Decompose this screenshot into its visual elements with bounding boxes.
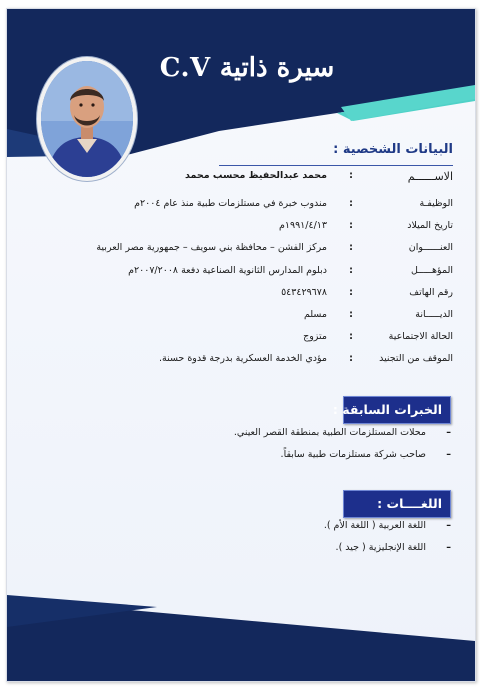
- info-label: الاســــــم: [407, 170, 453, 183]
- info-row-name: [55, 170, 475, 186]
- info-colon: :: [349, 353, 353, 364]
- info-value: دبلوم المدارس الثانوية الصناعية دفعة ٢٠٠٧/٢٠٠٨م: [128, 265, 327, 276]
- info-value: ٥٤٣٤٢٩٦٧٨: [281, 287, 327, 298]
- list-item: [234, 449, 451, 471]
- info-label: الوظيفـة: [419, 198, 453, 209]
- list-item-text: محلات المستلزمات الطبية بمنطقة القصر العيني.: [233, 427, 426, 438]
- info-row-birthdate: [55, 220, 475, 236]
- info-row-job: [55, 198, 475, 214]
- experience-heading: [332, 396, 451, 424]
- info-colon: :: [349, 331, 353, 342]
- list-item: [234, 427, 451, 449]
- info-label: المؤهـــــل: [410, 265, 453, 276]
- info-colon: :: [349, 265, 353, 276]
- list-item-text: اللغة الإنجليزية ( جيد ).: [335, 542, 426, 553]
- experience-list: [234, 427, 451, 471]
- info-value: ١٩٩١/٤/١٣م: [278, 220, 327, 231]
- bullet-dash: –: [446, 449, 451, 460]
- info-row-marital-status: [55, 331, 475, 347]
- info-row-address: [55, 242, 475, 258]
- info-colon: :: [349, 309, 353, 320]
- info-label: الحالة الاجتماعية: [388, 331, 453, 342]
- bullet-dash: –: [446, 520, 451, 531]
- info-label: الديـــــانة: [415, 309, 453, 320]
- info-value: مؤدي الخدمة العسكرية بدرجة قدوة حسنة.: [158, 353, 327, 364]
- info-value: مسلم: [303, 309, 327, 320]
- info-value: محمد عبدالحفيظ محسب محمد: [185, 170, 327, 181]
- list-item: [324, 542, 451, 564]
- languages-heading-label: اللغــــات :: [377, 496, 442, 511]
- experience-heading-label: الخبرات السابقة :: [332, 402, 442, 417]
- info-colon: :: [349, 220, 353, 231]
- info-colon: :: [349, 242, 353, 253]
- list-item-text: صاحب شركة مستلزمات طبية سابقاً.: [280, 449, 426, 460]
- list-item-text: اللغة العربية ( اللغة الأم ).: [323, 520, 426, 531]
- languages-list: [324, 520, 451, 564]
- info-colon: :: [349, 198, 353, 209]
- info-value: متزوج: [303, 331, 327, 342]
- profile-photo: [37, 57, 137, 181]
- info-value: مركز الفشن – محافظة بني سويف – جمهورية مصر العربية: [96, 242, 327, 253]
- cv-page: [6, 8, 476, 682]
- info-row-military-status: [55, 353, 475, 369]
- personal-info-divider: [219, 165, 453, 166]
- info-row-qualification: [55, 265, 475, 281]
- info-label: العنــــــوان: [408, 242, 453, 253]
- info-colon: :: [349, 170, 353, 181]
- info-row-phone: [55, 287, 475, 303]
- info-label: الموقف من التجنيد: [379, 353, 453, 364]
- info-label: تاريخ الميلاد: [407, 220, 453, 231]
- info-label: رقم الهاتف: [409, 287, 453, 298]
- cv-title: سيرة ذاتية C.V: [159, 53, 335, 83]
- bullet-dash: –: [446, 427, 451, 438]
- personal-info-heading: البيانات الشخصية :: [333, 142, 453, 157]
- info-row-religion: [55, 309, 475, 325]
- info-value: مندوب خبرة في مستلزمات طبية منذ عام ٢٠٠٤م: [134, 198, 327, 209]
- bullet-dash: –: [446, 542, 451, 553]
- list-item: [324, 520, 451, 542]
- info-colon: :: [349, 287, 353, 298]
- languages-heading: [343, 490, 451, 518]
